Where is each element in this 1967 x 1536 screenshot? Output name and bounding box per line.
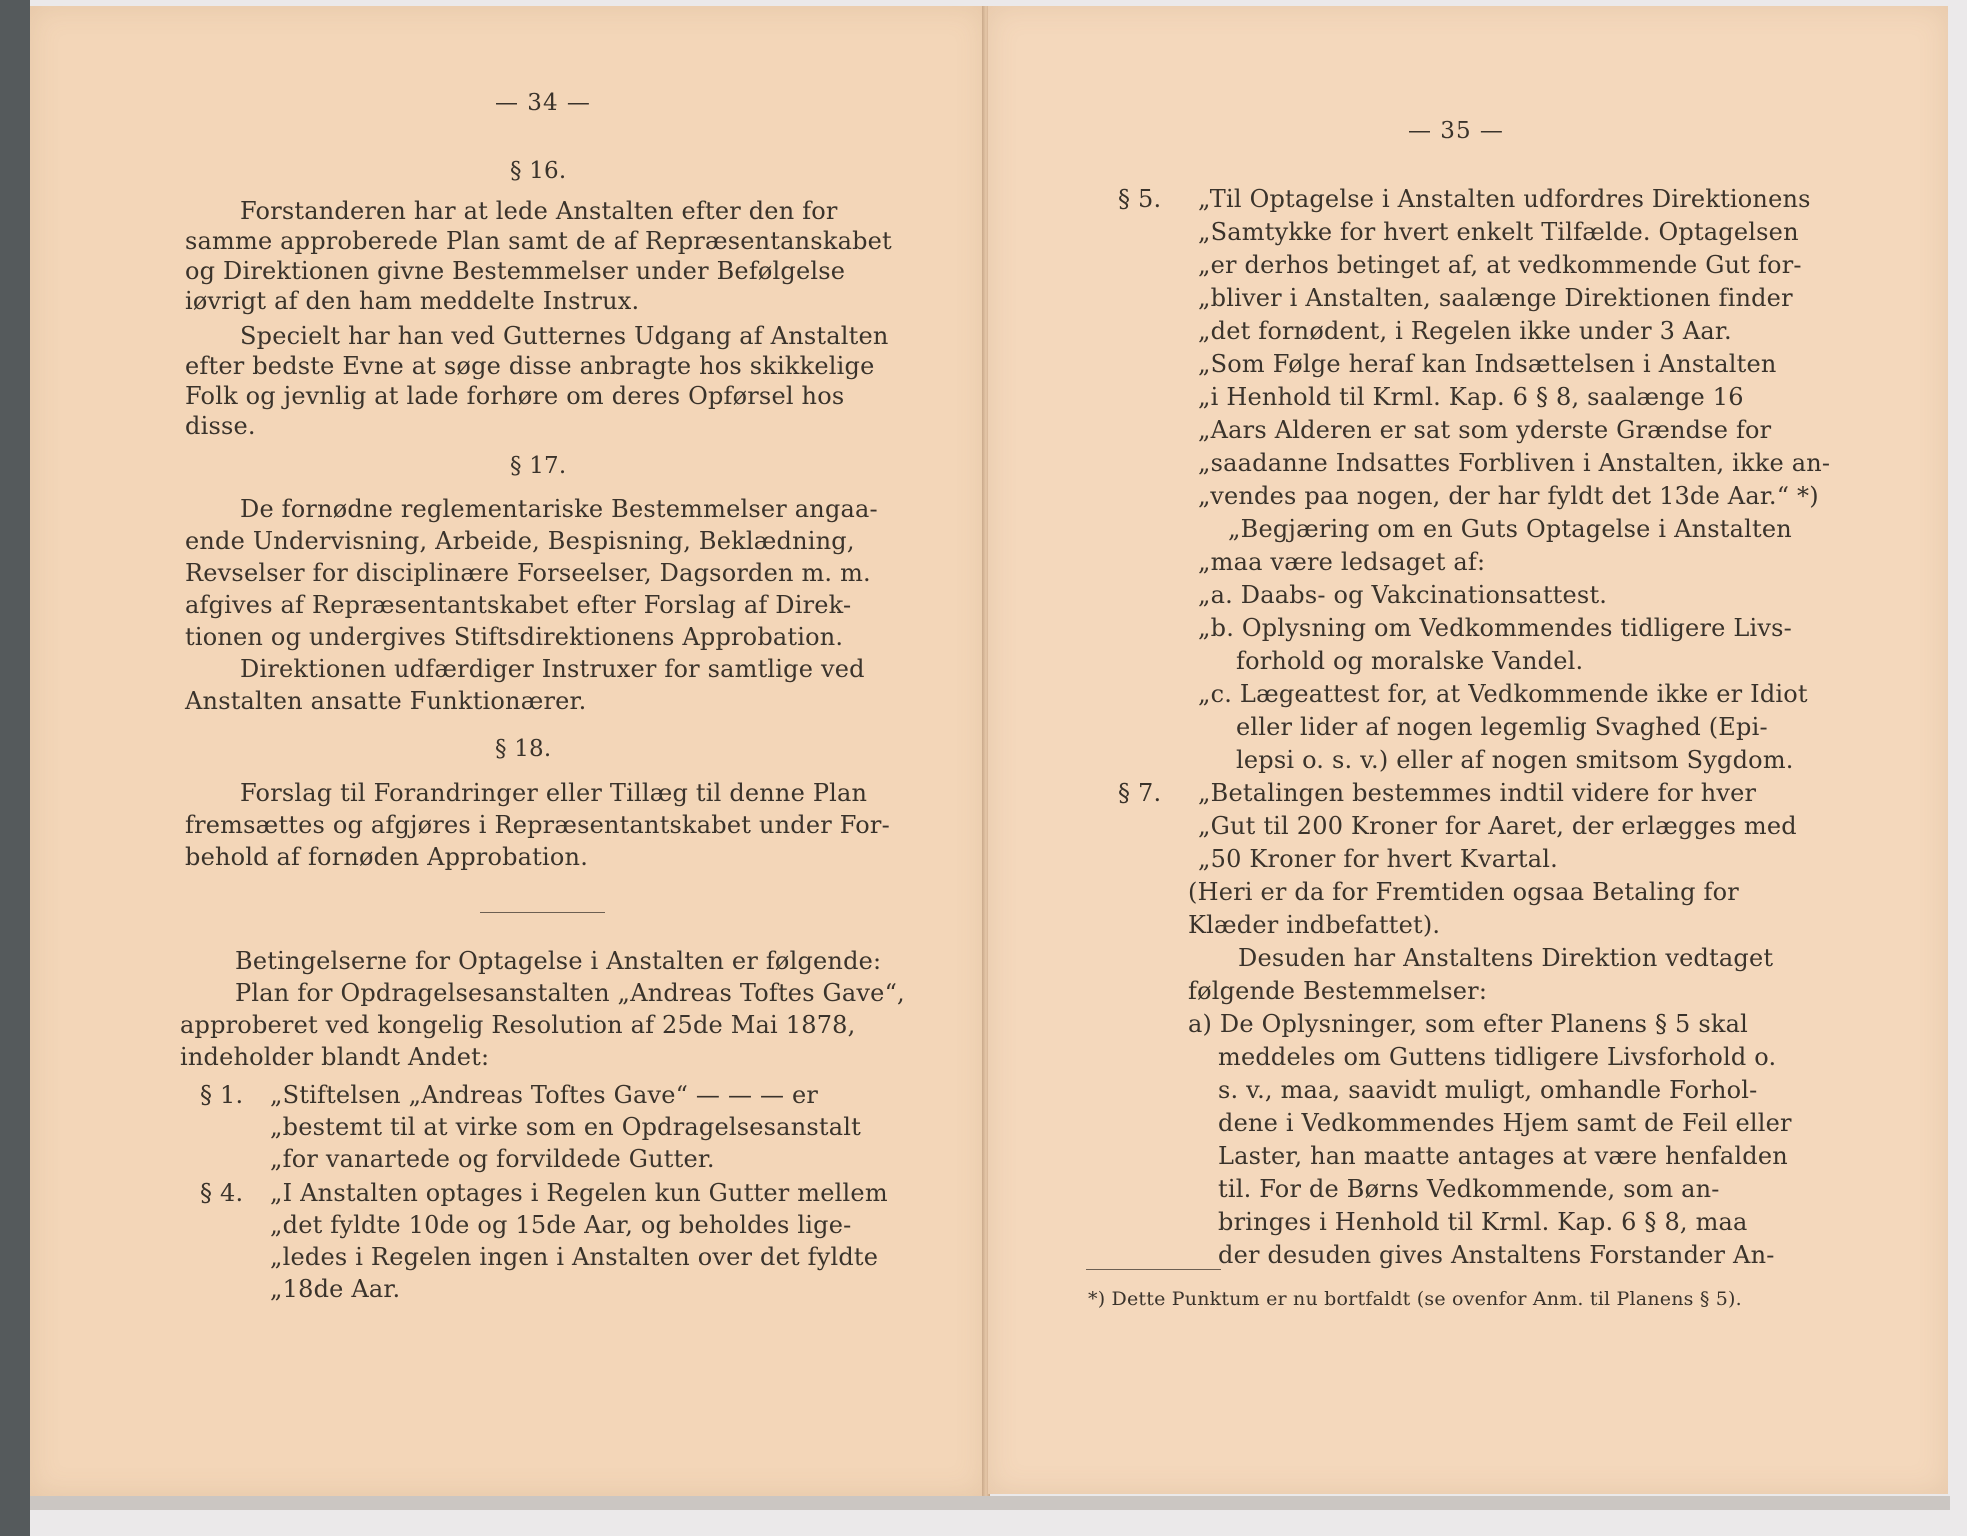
- paragraph-label: § 7.: [1118, 779, 1162, 807]
- list-item: „a. Daabs- og Vakcinationsattest.: [1198, 581, 1608, 609]
- text-line: Specielt har han ved Gutternes Udgang af Anstalten: [240, 322, 889, 350]
- paragraph-label: § 4.: [200, 1179, 244, 1207]
- separator-rule: [480, 912, 605, 913]
- text-line: iøvrigt af den ham meddelte Instrux.: [185, 287, 640, 315]
- scanner-edge: [0, 0, 30, 1536]
- text-line: „bliver i Anstalten, saalænge Direktionen finder: [1198, 284, 1793, 312]
- text-line: „det fyldte 10de og 15de Aar, og beholdes lige-: [270, 1211, 852, 1239]
- text-line: „Samtykke for hvert enkelt Tilfælde. Optagelsen: [1198, 218, 1799, 246]
- text-line: forhold og moralske Vandel.: [1236, 647, 1584, 675]
- text-line: Laster, han maatte antages at være henfalden: [1218, 1142, 1788, 1170]
- text-line: „er derhos betinget af, at vedkommende Gut for-: [1198, 251, 1802, 279]
- text-line: Klæder indbefattet).: [1188, 911, 1441, 939]
- paragraph-label: § 1.: [200, 1081, 244, 1109]
- text-line: Direktionen udfærdiger Instruxer for samtlige ved: [240, 655, 865, 683]
- text-line: til. For de Børns Vedkommende, som an-: [1218, 1175, 1720, 1203]
- text-line: „50 Kroner for hvert Kvartal.: [1198, 845, 1558, 873]
- text-line: „i Henhold til Krml. Kap. 6 § 8, saalænge 16: [1198, 383, 1744, 411]
- text-line: lepsi o. s. v.) eller af nogen smitsom Sygdom.: [1236, 746, 1794, 774]
- scan-bottom-edge: [30, 1496, 1950, 1510]
- text-line: „I Anstalten optages i Regelen kun Gutter mellem: [270, 1179, 888, 1207]
- text-line: „18de Aar.: [270, 1275, 401, 1303]
- footnote-rule: [1086, 1269, 1221, 1270]
- text-line: bringes i Henhold til Krml. Kap. 6 § 8, maa: [1218, 1208, 1748, 1236]
- text-line: efter bedste Evne at søge disse anbragte hos skikkelige: [185, 352, 875, 380]
- text-line: „Gut til 200 Kroner for Aaret, der erlægges med: [1198, 812, 1797, 840]
- paragraph-label: § 5.: [1118, 185, 1162, 213]
- text-line: meddeles om Guttens tidligere Livsforhold o.: [1218, 1043, 1777, 1071]
- list-item: „b. Oplysning om Vedkommendes tidligere Livs-: [1198, 614, 1792, 642]
- text-line: De fornødne reglementariske Bestemmelser angaa-: [240, 495, 878, 523]
- left-page: [30, 6, 987, 1496]
- text-line: Revselser for disciplinære Forseelser, Dagsorden m. m.: [185, 559, 871, 587]
- text-line: indeholder blandt Andet:: [180, 1043, 490, 1071]
- text-line: „ledes i Regelen ingen i Anstalten over det fyldte: [270, 1243, 879, 1271]
- text-line: afgives af Repræsentantskabet efter Forslag af Direk-: [185, 591, 852, 619]
- text-line: samme approberede Plan samt de af Repræsentanskabet: [185, 227, 892, 255]
- text-line: fremsættes og afgjøres i Repræsentantskabet under For-: [185, 811, 890, 839]
- text-line: Plan for Opdragelsesanstalten „Andreas Toftes Gave“,: [235, 979, 905, 1007]
- text-line: eller lider af nogen legemlig Svaghed (Epi-: [1236, 713, 1768, 741]
- text-line: approberet ved kongelig Resolution af 25de Mai 1878,: [180, 1011, 856, 1039]
- text-line: Forstanderen har at lede Anstalten efter den for: [240, 197, 838, 225]
- text-line: „Stiftelsen „Andreas Toftes Gave“ — — — er: [270, 1081, 819, 1109]
- footnote: *) Dette Punktum er nu bortfaldt (se ovenfor Anm. til Planens § 5).: [1088, 1288, 1742, 1310]
- text-line: „det fornødent, i Regelen ikke under 3 Aar.: [1198, 317, 1732, 345]
- text-line: behold af fornøden Approbation.: [185, 843, 589, 871]
- text-line: Folk og jevnlig at lade forhøre om deres Opførsel hos: [185, 382, 845, 410]
- text-line: disse.: [185, 412, 256, 440]
- list-item: a) De Oplysninger, som efter Planens § 5 skal: [1188, 1010, 1748, 1038]
- text-line: og Direktionen givne Bestemmelser under Befølgelse: [185, 257, 846, 285]
- text-line: „Som Følge heraf kan Indsættelsen i Anstalten: [1198, 350, 1777, 378]
- text-line: tionen og undergives Stiftsdirektionens Approbation.: [185, 623, 844, 651]
- section-heading: § 17.: [510, 453, 567, 479]
- text-line: følgende Bestemmelser:: [1188, 977, 1488, 1005]
- text-line: Betingelserne for Optagelse i Anstalten er følgende:: [235, 947, 882, 975]
- text-line: „for vanartede og forvildede Gutter.: [270, 1145, 715, 1173]
- section-heading: § 18.: [495, 736, 552, 762]
- right-page: [988, 6, 1948, 1494]
- text-line: „vendes paa nogen, der har fyldt det 13de Aar.“ *): [1198, 482, 1819, 510]
- text-line: „Begjæring om en Guts Optagelse i Anstalten: [1228, 515, 1792, 543]
- text-line: dene i Vedkommendes Hjem samt de Feil eller: [1218, 1109, 1792, 1137]
- section-heading: § 16.: [510, 158, 567, 184]
- text-line: „Aars Alderen er sat som yderste Grændse for: [1198, 416, 1772, 444]
- text-line: Forslag til Forandringer eller Tillæg til denne Plan: [240, 779, 868, 807]
- text-line: „saadanne Indsattes Forbliven i Anstalten, ikke an-: [1198, 449, 1831, 477]
- text-line: Desuden har Anstaltens Direktion vedtaget: [1238, 944, 1774, 972]
- text-line: „Betalingen bestemmes indtil videre for hver: [1198, 779, 1757, 807]
- page-number: — 35 —: [1408, 118, 1504, 144]
- text-line: „maa være ledsaget af:: [1198, 548, 1486, 576]
- text-line: (Heri er da for Fremtiden ogsaa Betaling for: [1188, 878, 1739, 906]
- text-line: Anstalten ansatte Funktionærer.: [185, 687, 587, 715]
- text-line: „bestemt til at virke som en Opdragelsesanstalt: [270, 1113, 861, 1141]
- text-line: s. v., maa, saavidt muligt, omhandle Forhol-: [1218, 1076, 1758, 1104]
- text-line: ende Undervisning, Arbeide, Bespisning, Beklædning,: [185, 527, 855, 555]
- page-number: — 34 —: [495, 90, 591, 116]
- text-line: „Til Optagelse i Anstalten udfordres Direktionens: [1198, 185, 1811, 213]
- text-line: der desuden gives Anstaltens Forstander An-: [1218, 1241, 1775, 1269]
- list-item: „c. Lægeattest for, at Vedkommende ikke er Idiot: [1198, 680, 1808, 708]
